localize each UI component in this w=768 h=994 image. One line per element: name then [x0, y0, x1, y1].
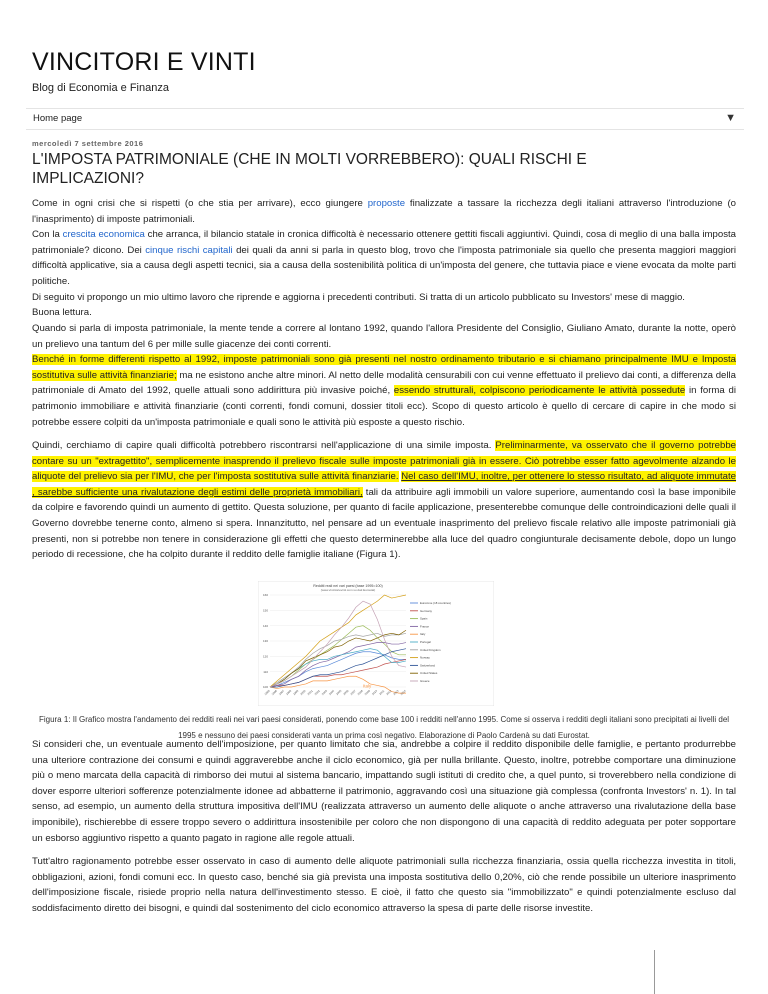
y-tick-label: 100	[262, 685, 268, 690]
x-tick-label: 1999	[292, 688, 300, 697]
highlight-rivalutazione-estimi: Nel caso dell'IMU, inoltre, per ottenere lo stesso risultato, ad aliquote immutate , sarebbe sufficiente una rivalutazione degli estimi delle proprietà immobiliari,	[32, 471, 737, 498]
right-divider-line	[654, 950, 655, 994]
legend-label: France	[420, 624, 429, 629]
x-tick-label: 1997	[277, 688, 286, 697]
paragraph-reddito-disponibile: Si consideri che, un eventuale aumento dell'imposizione, per quanto limitato che sia, andrebbe a colpire il reddito disponibile delle famiglie, e pertanto produrrebbe una ulteriore contrazione dei consumi e quindi aggraverebbe anche il ciclo economico, già per nulla brillante. Questo, inoltre, potrebbe comportare una diminuzione più o meno marcata della capacità di rimborso dei mutui al sistema bancario, impattando sugli istituti di credito che, a quel punto, si troverebbero nella condizione di dover esporre ulteriori sofferenze potenzialmente idonee ad abbatterne il patrimonio, aggravando così una situazione già complessa (confronta Investors' n. 1). In tal senso, ad esempio, un aumento della struttura impositiva dell'IMU (realizzata attraverso un aumento delle aliquote o anche attraverso una rivalutazione della base imponibile), rischierebbe di essere troppo severo o addirittura insostenibile per coloro che non dispongono di una capacità di reddito adeguata per poter sopportare un esborso aggiuntivo rispetto a quanto pagato in ragione alle regole attuali.	[32, 739, 736, 844]
paragraph-difficolta	[32, 438, 736, 563]
x-tick-label: 2006	[342, 688, 350, 697]
top-navigation	[26, 108, 744, 130]
legend-label: Norway	[420, 655, 430, 660]
x-tick-label: 2004	[327, 688, 336, 697]
intro-text-f: Di seguito vi propongo un mio ultimo lavoro che riprende e aggiorna i precedenti contributi. Si tratta di un articolo pubblicato su Investors' mese di maggio.	[32, 291, 685, 303]
legend-label: Germany	[420, 608, 432, 613]
x-tick-label: 2002	[313, 688, 321, 697]
intro-text-e: dei quali da anni si parla in questo blog, trovo che l'imposta patrimoniale sia quello che presenta maggiori maggiori difficoltà applicative, sia a causa degli aspetti tecnici, sia a causa della sostenibilità politica di un'imposta del genere, che tuttavia piace e viene evocata da molte parti politiche.	[32, 244, 736, 287]
para3-text-c: tali da attribuire agli immobili un valore superiore, aumentando così la base imponibile da colpire e favorendo quindi un aumento di gettito. Questa soluzione, per quanto di facile applicazione, presenterebbe comunque delle controindicazioni delle quali il Governo dovrebbe tenerne conto, almeno si spera. Innanzitutto, nel pensare ad un eventuale inasprimento del prelievo fiscale relativo alle imposte patrimoniali già presenti, non si potrebbe non tenere in considerazione gli effetti che questo determinerebbe alla luce del quadro congiunturale decisamente debole, dopo un lungo periodo di recessione, che ha colpito durante il reddito delle famiglie italiane (Figura 1).	[32, 486, 736, 561]
legend-label: Eurozone (18 countries)	[420, 601, 451, 605]
x-tick-label: 2012	[385, 688, 393, 697]
legend-label: United Kingdom	[420, 647, 441, 652]
x-tick-label: 2003	[320, 688, 328, 697]
x-tick-label: 2005	[335, 688, 343, 697]
highlight-strutturali: essendo strutturali, colpiscono periodicamente le attività possedute	[393, 385, 686, 397]
y-tick-label: 150	[262, 608, 268, 613]
x-tick-label: 1998	[284, 688, 293, 697]
blog-title[interactable]: VINCITORI E VINTI	[32, 48, 256, 76]
para2-text-b: ma ne esistono anche altre minori. Al netto delle modalità censurabili con cui venne effettuato il prelievo dai conti, a differenza della patrimoniale di Amato del 1992, quelle attuali sono addirittura più invasive poiché,	[32, 369, 736, 397]
chart-annotation-italy: Italy	[363, 683, 372, 689]
para2-text-a: Quando si parla di imposta patrimoniale, la mente tende a correre al lontano 1992, quando l'allora Presidente del Consiglio, Giuliano Amato, durante la notte, operò un prelievo una tantum del 6 per mille sulle giacenze dei conti correnti.	[32, 323, 736, 350]
y-tick-label: 120	[262, 654, 268, 659]
y-tick-label: 110	[263, 669, 268, 674]
y-tick-label: 130	[262, 639, 268, 644]
x-tick-label: 1995	[263, 688, 271, 697]
y-tick-label: 160	[262, 593, 268, 598]
intro-text-b: finalizzate a tassare la ricchezza degli italiani attraverso l'introduzione (o l'inasprimento) di imposte patrimoniali.	[32, 198, 736, 225]
figure-1-chart[interactable]	[258, 581, 494, 706]
x-tick-label: 2000	[299, 688, 307, 697]
para3-text-a: Quindi, cerchiamo di capire quali difficoltà potrebbero riscontrarsi nell'applicazione di una simile imposta.	[32, 440, 496, 451]
intro-paragraph	[32, 196, 736, 321]
intro-text-d: che arranca, il bilancio statale in cronica difficoltà è necessario ottenere gettiti fiscali aggiuntivi. Quindi, cosa di meglio di una balla imposta patrimoniale? dicono. Dei	[32, 229, 736, 256]
post-title[interactable]: L'IMPOSTA PATRIMONIALE (CHE IN MOLTI VORREBBERO): QUALI RISCHI E IMPLICAZIONI?	[32, 151, 587, 187]
x-tick-label: 2011	[378, 688, 386, 696]
x-tick-label: 1996	[270, 688, 278, 697]
blog-description: Blog di Economia e Finanza	[32, 82, 169, 94]
nav-home-link[interactable]: Home page	[33, 113, 83, 124]
post-date: mercoledì 7 settembre 2016	[32, 139, 144, 148]
paragraph-patrimoniale	[32, 321, 736, 430]
link-proposte[interactable]: proposte	[367, 198, 406, 209]
chart-title: Redditi reali nei vari paesi (base 1995=100)	[313, 584, 383, 588]
x-tick-label: 2009	[363, 688, 371, 697]
dropdown-arrow-icon[interactable]: ▼	[725, 112, 736, 124]
legend-label: Greece	[420, 679, 430, 683]
x-tick-label: 2013	[392, 688, 400, 697]
highlight-imposte-presenti: Benché in forme differenti rispetto al 1992, imposte patrimoniali sono già presenti nel nostro ordinamento tributario e si chiamano principalmente IMU e Imposta sostitutiva sulle attività finanziarie;	[32, 354, 736, 381]
legend-label: Portugal	[420, 640, 431, 644]
legend-label: Spain	[420, 616, 428, 621]
link-cinque-rischi-capitali[interactable]: cinque rischi capitali	[145, 244, 233, 256]
x-tick-label: 2008	[356, 688, 364, 697]
x-tick-label: 2007	[349, 688, 357, 697]
intro-text-a: Come in ogni crisi che si rispetti (o che stia per arrivare), ecco giungere	[32, 198, 368, 209]
para2-text-c: in forma di patrimonio immobiliare e attività finanziarie (conti correnti, fondi comuni, dossier titoli ecc). Scopo di questo articolo è quello di cercare di capire in che modo si potrebbe essere colpiti da un'imposta patrimoniale e quali sono le attività più esposte a questo rischio.	[32, 385, 736, 428]
legend-label: Switzerland	[420, 663, 435, 668]
chart-frame	[258, 581, 494, 706]
highlight-extragettito: Preliminarmente, va osservato che il governo potrebbe contare su un "extragettito", semplicemente inasprendo il prelievo fiscale sulle imposte patrimoniali già in essere. Ciò potrebbe esser fatto agevolmente alzando le aliquote del prelievo sia per l'IMU, che per l'imposta sostitutiva sulle attività finanziarie.	[32, 440, 736, 483]
x-tick-label: 2001	[306, 688, 314, 697]
legend-label: United States	[420, 671, 438, 676]
figure-caption: Figura 1: Il Grafico mostra l'andamento dei redditi reali nei vari paesi considerati, ponendo come base 100 i redditi nell'anno 1995. Come si osserva i redditi degli italiani sono precipitati ai livelli del 1995 e nessuno dei paesi considerati vanta un prima così negativo. Elaborazione di Paolo Cardenà su dati Eurostat.	[38, 715, 730, 740]
paragraph-ricchezza-finanziaria: Tutt'altro ragionamento potrebbe esser osservato in caso di aumento delle aliquote patrimoniali sulla ricchezza finanziaria, ossia quella ricchezza investita in titoli, obbligazioni, azioni, fondi comuni ecc. In questo caso, benché sia già prevista una imposta sostitutiva dello 0,20%, ciò che rende possibile un ulteriore inasprimento dell'imposizione fiscale, risiede proprio nella natura dell'investimento stesso. E cioè, il fatto che questo sia "immobilizzato" e quindi potenzialmente escluso dal soddisfacimento diretto dei bisogni, e quindi dal sostenimento del ciclo economico attraverso la spesa di parte delle risorse investite.	[32, 856, 736, 914]
intro-text-g: Buona lettura.	[32, 307, 92, 319]
x-tick-label: 2010	[370, 688, 379, 697]
y-tick-label: 140	[262, 623, 268, 628]
intro-text-c: Con la	[32, 229, 63, 241]
chart-subtitle: (www.vincitorievinti.com su dati Eurostat)	[320, 588, 376, 592]
legend-label: Italy	[420, 632, 426, 637]
link-crescita-economica[interactable]: crescita economica	[62, 229, 145, 241]
x-tick-label: 2014	[399, 688, 407, 697]
